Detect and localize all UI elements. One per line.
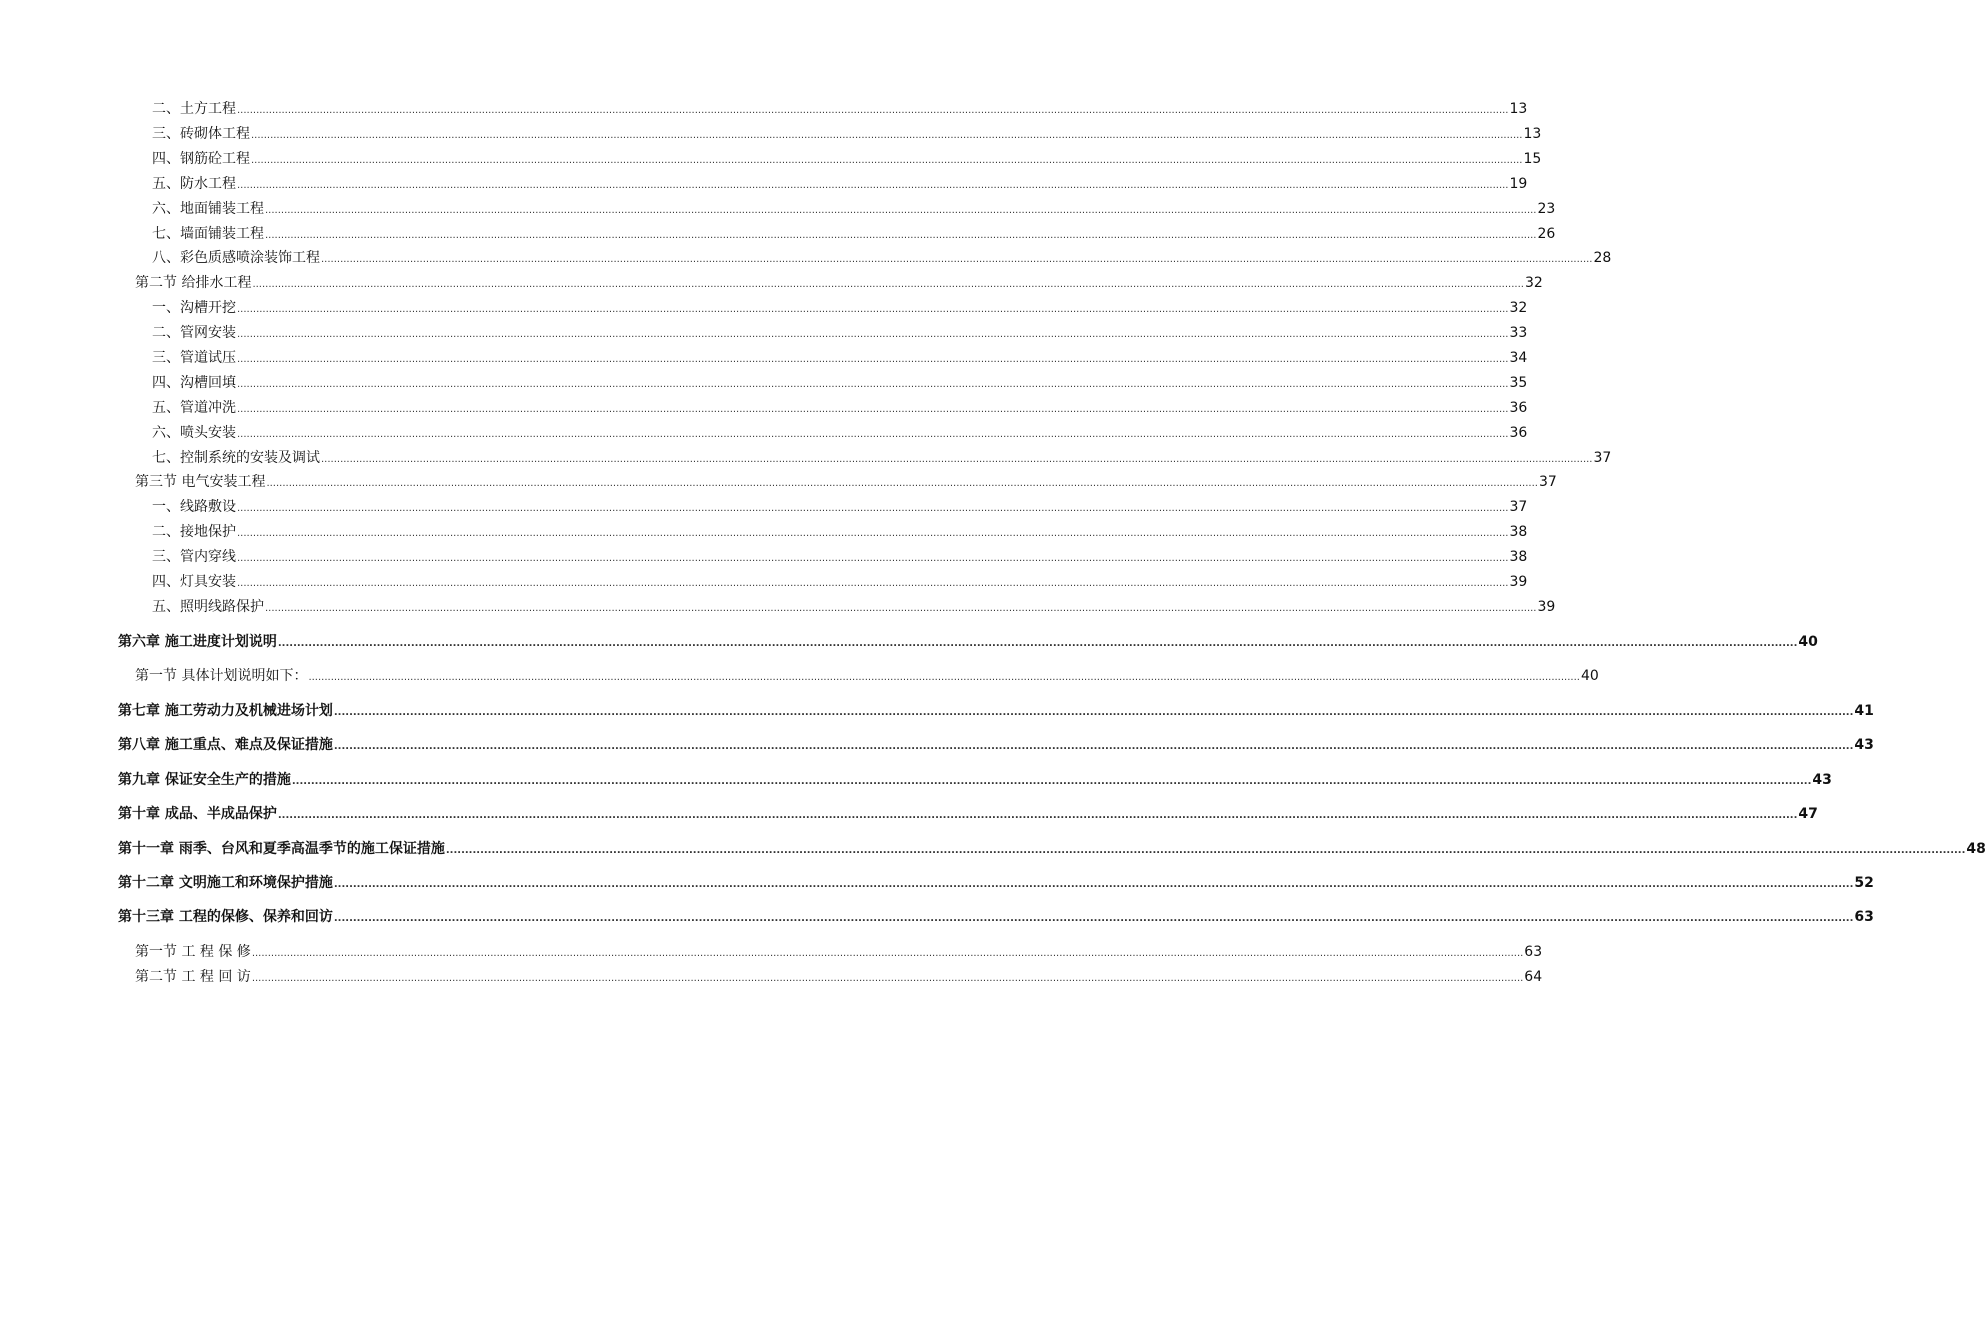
toc-entry-label: 二、土方工程	[152, 101, 236, 117]
toc-entry-label: 三、管道试压	[152, 350, 236, 366]
toc-entry[interactable]	[152, 448, 1612, 470]
toc-entry-page: 33	[1509, 325, 1528, 341]
toc-entry-page: 43	[1854, 737, 1874, 753]
toc-entry-page: 39	[1509, 574, 1528, 590]
toc-entry[interactable]	[152, 597, 1556, 619]
dot-leader: ................................................................................................................................................................................................................................................................................................................................................................................................................	[237, 404, 1509, 415]
toc-entry[interactable]	[152, 298, 1528, 320]
toc-entry-page: 48	[1966, 841, 1986, 857]
toc-entry-label: 三、砖砌体工程	[152, 126, 250, 142]
dot-leader: ................................................................................................................................................................................................................................................................................................................................................................................................................	[266, 478, 1538, 489]
dot-leader: ................................................................................................................................................................................................................................................................................................................................................................................................................	[237, 503, 1509, 514]
toc-entry-label: 第十一章 雨季、台风和夏季高温季节的施工保证措施	[118, 841, 445, 857]
toc-entry-page: 26	[1537, 226, 1556, 242]
toc-entry[interactable]	[152, 323, 1528, 345]
toc-entry-page: 35	[1509, 375, 1528, 391]
toc-entry-label: 七、控制系统的安装及调试	[152, 450, 320, 466]
dot-leader: ................................................................................................................................................................................................................................................................................................................................................................................................................	[333, 741, 1854, 752]
dot-leader: ................................................................................................................................................................................................................................................................................................................................................................................................................	[265, 230, 1537, 241]
toc-entry-page: 41	[1854, 703, 1874, 719]
dot-leader: ................................................................................................................................................................................................................................................................................................................................................................................................................	[237, 528, 1509, 539]
dot-leader: ................................................................................................................................................................................................................................................................................................................................................................................................................	[237, 354, 1509, 365]
toc-entry-label: 四、沟槽回填	[152, 375, 236, 391]
toc-entry[interactable]	[135, 666, 1599, 688]
toc-entry-label: 三、管内穿线	[152, 549, 236, 565]
dot-leader: ................................................................................................................................................................................................................................................................................................................................................................................................................	[333, 707, 1854, 718]
toc-entry-label: 第一节 具体计划说明如下：	[135, 668, 308, 684]
toc-entry-label: 第七章 施工劳动力及机械进场计划	[118, 703, 333, 719]
toc-entry[interactable]	[152, 423, 1528, 445]
toc-entry-page: 15	[1523, 151, 1542, 167]
toc-entry-label: 六、喷头安装	[152, 425, 236, 441]
toc-entry[interactable]	[135, 967, 1543, 989]
toc-entry-label: 二、管网安装	[152, 325, 236, 341]
toc-entry-label: 第一节 工 程 保 修	[135, 944, 251, 960]
toc-entry-label: 第十二章 文明施工和环境保护措施	[118, 875, 333, 891]
toc-entry[interactable]	[135, 273, 1543, 295]
toc-entry[interactable]	[152, 224, 1556, 246]
dot-leader: ................................................................................................................................................................................................................................................................................................................................................................................................................	[237, 304, 1509, 315]
toc-entry-page: 63	[1854, 909, 1874, 925]
dot-leader: ................................................................................................................................................................................................................................................................................................................................................................................................................	[265, 603, 1537, 614]
toc-entry-page: 64	[1524, 969, 1543, 985]
toc-entry[interactable]	[152, 348, 1528, 370]
toc-entry-label: 五、防水工程	[152, 176, 236, 192]
dot-leader: ................................................................................................................................................................................................................................................................................................................................................................................................................	[237, 553, 1509, 564]
toc-entry-page: 13	[1509, 101, 1528, 117]
dot-leader: ................................................................................................................................................................................................................................................................................................................................................................................................................	[251, 948, 1524, 959]
toc-entry-label: 八、彩色质感喷涂装饰工程	[152, 250, 320, 266]
toc-entry-label: 二、接地保护	[152, 524, 236, 540]
dot-leader: ................................................................................................................................................................................................................................................................................................................................................................................................................	[265, 205, 1537, 216]
toc-entry[interactable]	[152, 199, 1556, 221]
toc-entry[interactable]	[152, 373, 1528, 395]
dot-leader: ................................................................................................................................................................................................................................................................................................................................................................................................................	[237, 329, 1509, 340]
toc-entry-page: 63	[1524, 944, 1543, 960]
dot-leader: ................................................................................................................................................................................................................................................................................................................................................................................................................	[251, 155, 1523, 166]
dot-leader: ................................................................................................................................................................................................................................................................................................................................................................................................................	[237, 180, 1509, 191]
toc-entry-page: 32	[1509, 300, 1528, 316]
dot-leader: ................................................................................................................................................................................................................................................................................................................................................................................................................	[445, 845, 1966, 856]
toc-entry-page: 19	[1509, 176, 1528, 192]
toc-entry-label: 第二节 工 程 回 访	[135, 969, 251, 985]
toc-entry[interactable]	[152, 174, 1528, 196]
toc-entry-label: 第九章 保证安全生产的措施	[118, 772, 291, 788]
toc-chapter-entry[interactable]	[118, 907, 1874, 929]
dot-leader: ................................................................................................................................................................................................................................................................................................................................................................................................................	[237, 578, 1509, 589]
dot-leader: ................................................................................................................................................................................................................................................................................................................................................................................................................	[277, 810, 1798, 821]
toc-entry-label: 四、灯具安装	[152, 574, 236, 590]
toc-entry-label: 四、钢筋砼工程	[152, 151, 250, 167]
toc-entry-page: 32	[1524, 275, 1543, 291]
toc-entry-page: 52	[1854, 875, 1874, 891]
dot-leader: ................................................................................................................................................................................................................................................................................................................................................................................................................	[237, 105, 1509, 116]
dot-leader: ................................................................................................................................................................................................................................................................................................................................................................................................................	[251, 130, 1523, 141]
dot-leader: ................................................................................................................................................................................................................................................................................................................................................................................................................	[237, 429, 1509, 440]
toc-entry-page: 47	[1798, 806, 1818, 822]
toc-entry[interactable]	[152, 398, 1528, 420]
toc-entry-page: 13	[1523, 126, 1542, 142]
dot-leader: ................................................................................................................................................................................................................................................................................................................................................................................................................	[277, 638, 1798, 649]
toc-entry-page: 40	[1798, 634, 1818, 650]
dot-leader: ................................................................................................................................................................................................................................................................................................................................................................................................................	[333, 913, 1854, 924]
toc-entry-page: 40	[1580, 668, 1599, 684]
toc-entry-page: 43	[1812, 772, 1832, 788]
dot-leader: ................................................................................................................................................................................................................................................................................................................................................................................................................	[333, 879, 1854, 890]
toc-entry-page: 28	[1593, 250, 1612, 266]
toc-entry-page: 39	[1537, 599, 1556, 615]
toc-entry-page: 37	[1538, 474, 1557, 490]
toc-entry[interactable]	[152, 99, 1528, 121]
toc-entry[interactable]	[152, 547, 1528, 569]
toc-entry[interactable]	[152, 522, 1528, 544]
toc-entry-page: 36	[1509, 425, 1528, 441]
toc-entry-page: 23	[1537, 201, 1556, 217]
toc-entry[interactable]	[152, 248, 1612, 270]
dot-leader: ................................................................................................................................................................................................................................................................................................................................................................................................................	[291, 776, 1812, 787]
toc-entry-label: 第八章 施工重点、难点及保证措施	[118, 737, 333, 753]
toc-chapter-entry[interactable]	[118, 701, 1874, 723]
toc-entry[interactable]	[152, 124, 1542, 146]
toc-entry-page: 36	[1509, 400, 1528, 416]
toc-entry-label: 一、线路敷设	[152, 499, 236, 515]
toc-entry-label: 第六章 施工进度计划说明	[118, 634, 277, 650]
dot-leader: ................................................................................................................................................................................................................................................................................................................................................................................................................	[251, 973, 1524, 984]
toc-chapter-entry[interactable]	[118, 804, 1818, 826]
toc-entry-page: 38	[1509, 524, 1528, 540]
toc-entry-label: 五、管道冲洗	[152, 400, 236, 416]
toc-chapter-entry[interactable]	[118, 873, 1874, 895]
dot-leader: ................................................................................................................................................................................................................................................................................................................................................................................................................	[252, 279, 1524, 290]
toc-entry-label: 五、照明线路保护	[152, 599, 264, 615]
toc-entry-page: 37	[1593, 450, 1612, 466]
toc-entry-page: 34	[1509, 350, 1528, 366]
toc-chapter-entry[interactable]	[118, 735, 1874, 757]
toc-entry-label: 七、墙面铺装工程	[152, 226, 264, 242]
toc-chapter-entry[interactable]	[118, 839, 1986, 861]
toc-entry-label: 第十章 成品、半成品保护	[118, 806, 277, 822]
toc-entry-label: 第二节 给排水工程	[135, 275, 252, 291]
dot-leader: ................................................................................................................................................................................................................................................................................................................................................................................................................	[321, 454, 1593, 465]
toc-chapter-entry[interactable]	[118, 632, 1818, 654]
toc-entry[interactable]	[135, 472, 1557, 494]
toc-entry-page: 38	[1509, 549, 1528, 565]
toc-entry-page: 37	[1509, 499, 1528, 515]
toc-entry-label: 六、地面铺装工程	[152, 201, 264, 217]
dot-leader: ................................................................................................................................................................................................................................................................................................................................................................................................................	[308, 672, 1580, 683]
toc-chapter-entry[interactable]	[118, 770, 1832, 792]
toc-entry-label: 第三节 电气安装工程	[135, 474, 266, 490]
toc-entry-label: 一、沟槽开挖	[152, 300, 236, 316]
toc-entry[interactable]	[135, 942, 1543, 964]
toc-entry[interactable]	[152, 149, 1542, 171]
toc-entry[interactable]	[152, 497, 1528, 519]
dot-leader: ................................................................................................................................................................................................................................................................................................................................................................................................................	[237, 379, 1509, 390]
toc-entry-label: 第十三章 工程的保修、保养和回访	[118, 909, 333, 925]
dot-leader: ................................................................................................................................................................................................................................................................................................................................................................................................................	[321, 254, 1593, 265]
toc-entry[interactable]	[152, 572, 1528, 594]
